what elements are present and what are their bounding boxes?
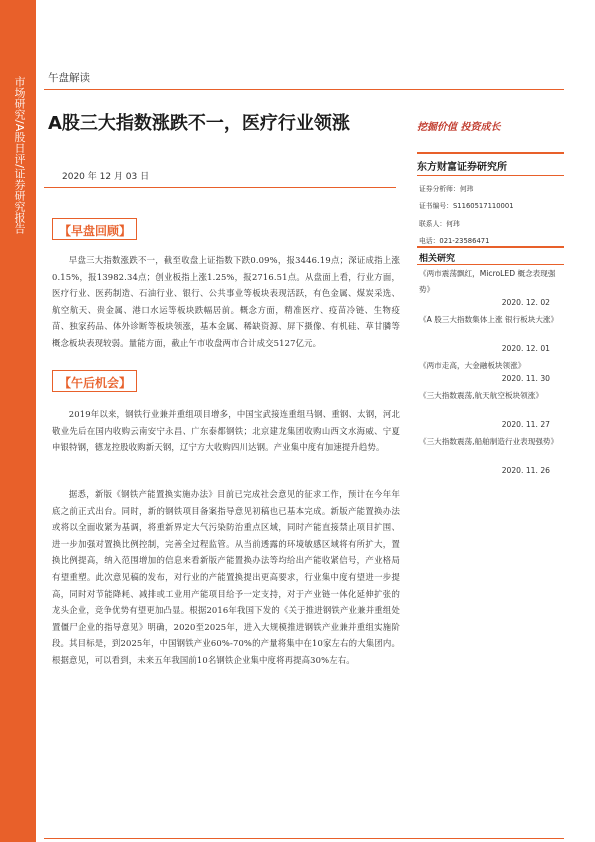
related-item-title[interactable]: 《三大指数震荡,航天航空板块领涨》 bbox=[419, 391, 543, 400]
related-item-title[interactable]: 《两市走高，大金融板块领涨》 bbox=[419, 361, 526, 370]
paragraph-morning-review: 早盘三大指数涨跌不一，截至收盘上证指数下跌0.09%，报3446.19点；深证成指上涨0.15%，报13982.34点；创业板指上涨1.25%，报2716.51点。从盘面上看，行业方面，医疗行业、医药制造、石油行业、银行、公共事业等板块表现活跃，有色金属、煤炭采选、航空航天、贵金属、港口水运等板块跌幅居前。概念方面，精准医疗、疫苗冷链、生物疫苗、独家药品、体外诊断等板块领涨，基本金属、稀缺资源、屏下摄像、有机硅、草甘膦等概念板块表现较弱。量能方面，截止午市收盘两市合计成交5127亿元。 bbox=[52, 255, 400, 348]
related-divider bbox=[417, 264, 564, 265]
slogan: 挖掘价值 投资成长 bbox=[417, 122, 501, 133]
related-item-date: 2020. 12. 02 bbox=[501, 298, 550, 307]
report-date: 2020 年 12 月 03 日 bbox=[62, 172, 150, 182]
paragraph-steel-mergers: 2019年以来，钢铁行业兼并重组项目增多，中国宝武接连重组马钢、重钢、太钢，河北敬业先后在国内收购云南安宁永昌、广东泰都钢铁；北京建龙集团收购山西文水海威、宁夏申银特钢，德龙控股收购新天钢，辽宁方大收购四川达钢。产业集中度有加速提升趋势。 bbox=[52, 409, 400, 453]
contact-person: 联系人：何玮 bbox=[419, 220, 460, 228]
related-item-title[interactable]: 《A 股三大指数集体上涨 银行板块大涨》 bbox=[419, 315, 559, 324]
report-title: A股三大指数涨跌不一，医疗行业领涨 bbox=[48, 113, 350, 134]
org-divider bbox=[417, 175, 564, 176]
doc-type-label: 午盘解读 bbox=[48, 72, 90, 84]
org-top-rule bbox=[417, 152, 564, 154]
phone-number: 电话：021-23586471 bbox=[419, 237, 490, 245]
related-item-date: 2020. 11. 26 bbox=[501, 466, 550, 475]
sidebar-label: 市场研究/A股日评/证券研究报告 bbox=[13, 76, 26, 234]
date-divider bbox=[44, 187, 396, 188]
section-heading-morning-review bbox=[52, 218, 137, 240]
related-item-title[interactable]: 《两市震荡飘红，MicroLED 概念表现强势》 bbox=[419, 269, 556, 294]
related-research-heading: 相关研究 bbox=[419, 254, 456, 264]
bottom-divider bbox=[44, 838, 564, 839]
related-item-date: 2020. 11. 30 bbox=[501, 374, 550, 383]
section-heading-text: 【午后机会】 bbox=[59, 376, 132, 390]
related-item-date: 2020. 12. 01 bbox=[501, 344, 550, 353]
related-item-title[interactable]: 《三大指数震荡,船舶制造行业表现强势》 bbox=[419, 437, 559, 446]
related-item-date: 2020. 11. 27 bbox=[501, 420, 550, 429]
certificate-number: 证书编号：S1160517110001 bbox=[419, 202, 514, 210]
analyst-name: 证券分析师：何玮 bbox=[419, 185, 474, 193]
paragraph-capacity-replacement: 据悉，新版《钢铁产能置换实施办法》目前已完成社会意见的征求工作，预计在今年年底之前正式出台。同时，新的钢铁项目备案指导意见初稿也已基本完成。新版产能置换办法或将以全面收紧为基调，将重新界定大气污染防治重点区域，同时产能直接禁止项目扩围、进一步加强对置换比例控制，完善全过程监管。从当前透露的环境敏感区域将有所扩大，置换比例提高，纳入范围增加的信息来看新版产能置换办法等均给出产能收紧信号，产业格局有望重塑。此次意见稿的发布，对行业的产能置换提出更高要求，行业集中度有望进一步提高，同时对节能降耗、减排或工业用产能项目给予一定支持，对于产业链一体化延伸扩张的龙头企业，竞争优势有望更加凸显。根据2016年我国下发的《关于推进钢铁产业兼并重组处置僵尸企业的指导意见》明确，2020至2025年，进入大规模推进钢铁产业兼并重组实施阶段。其目标是，到2025年，中国钢铁产业60%-70%的产量将集中在10家左右的大集团内。根据意见，可以看到，未来五年我国前10名钢铁企业集中度将再提高30%左右。 bbox=[52, 489, 400, 665]
section-heading-afternoon-opportunity bbox=[52, 370, 137, 392]
section-heading-text: 【早盘回顾】 bbox=[59, 224, 132, 238]
org-name: 东方财富证券研究所 bbox=[417, 162, 507, 173]
header-divider bbox=[44, 89, 564, 90]
sidebar-band bbox=[0, 0, 36, 842]
related-top-rule bbox=[417, 246, 564, 248]
